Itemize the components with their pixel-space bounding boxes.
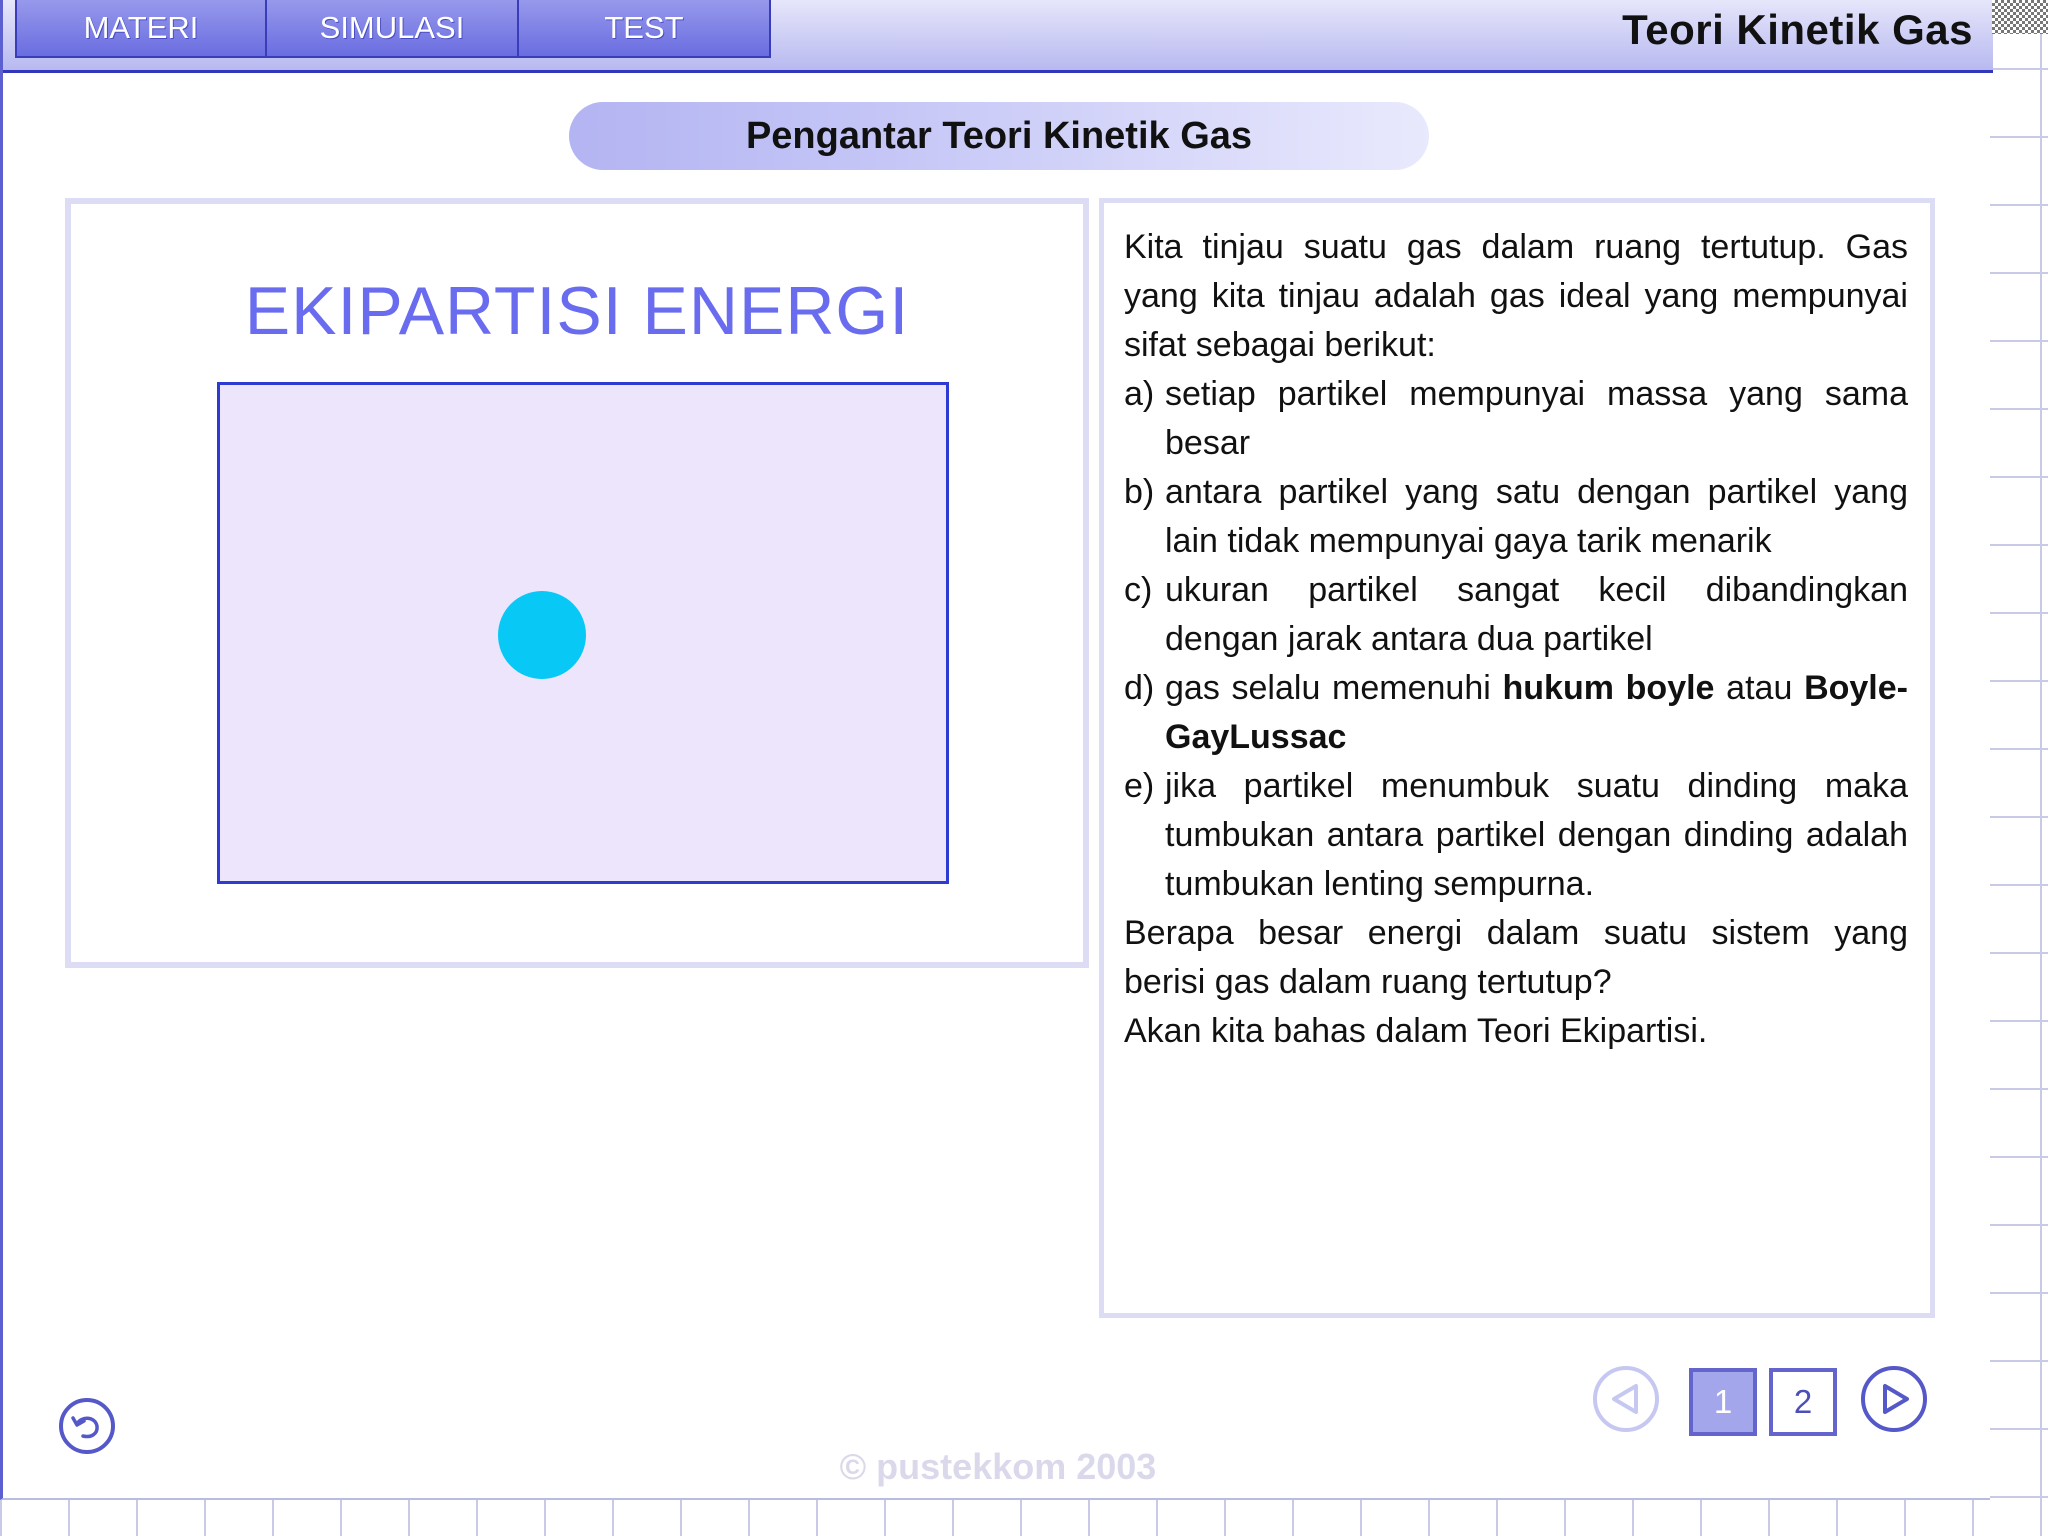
copyright-text: © pustekkom 2003 [839,1446,1157,1487]
app-title: Teori Kinetik Gas [1622,6,1973,53]
list-item [1124,664,1908,762]
prev-page-button[interactable] [1593,1366,1659,1432]
list-item [1124,370,1908,468]
list-marker: d) [1124,669,1155,707]
tab-test[interactable]: TEST [519,0,771,58]
list-text: ukuran partikel sangat kecil dibandingkan dengan jarak antara dua partikel [1165,571,1908,658]
content-panel [1099,198,1935,1318]
bold-term-boyle-gaylussac: Boyle-GayLussac [1165,669,1908,756]
list-marker: b) [1124,473,1155,511]
simulation-panel [65,198,1089,968]
page-1-button[interactable]: 1 [1689,1368,1757,1436]
gas-particle [498,591,586,679]
list-marker: c) [1124,571,1153,609]
list-text: setiap partikel mempunyai massa yang sama besar [1165,375,1908,462]
list-text-part: gas selalu memenuhi [1165,669,1503,707]
tab-materi[interactable]: MATERI [15,0,267,58]
page-2-button[interactable]: 2 [1769,1368,1837,1436]
list-marker: a) [1124,375,1155,413]
list-marker: e) [1124,767,1155,805]
next-page-button[interactable] [1861,1366,1927,1432]
list-item [1124,566,1908,664]
bold-term-hukum-boyle: hukum boyle [1502,669,1715,707]
triangle-right-icon [1875,1380,1913,1418]
list-text: jika partikel menumbuk suatu dinding maka tumbukan antara partikel dengan dinding adalah tumbukan lenting sempurna. [1165,767,1908,903]
triangle-left-icon [1607,1380,1645,1418]
nav-tabs [15,0,771,58]
list-text-part: atau [1714,669,1805,707]
corner-pattern [1992,0,2048,34]
outro-note: Akan kita bahas dalam Teori Ekipartisi. [1124,1012,1708,1050]
gas-container-box [217,382,949,884]
page-navigation [1593,1366,1933,1438]
outro-question: Berapa besar energi dalam suatu sistem yang berisi gas dalam ruang tertutup? [1124,914,1908,1001]
list-text: antara partikel yang satu dengan partikel yang lain tidak mempunyai gaya tarik menarik [1165,473,1908,560]
section-title: Pengantar Teori Kinetik Gas [569,102,1429,170]
list-item [1124,762,1908,909]
intro-text: Kita tinjau suatu gas dalam ruang tertutup. Gas yang kita tinjau adalah gas ideal yang mempunyai sifat sebagai berikut: [1124,228,1908,364]
list-text [1165,664,1908,762]
simulation-title: EKIPARTISI ENERGI [244,273,910,349]
back-arrow-icon [69,1408,105,1444]
top-bar [3,0,1993,73]
list-item [1124,468,1908,566]
tab-simulasi[interactable]: SIMULASI [267,0,519,58]
